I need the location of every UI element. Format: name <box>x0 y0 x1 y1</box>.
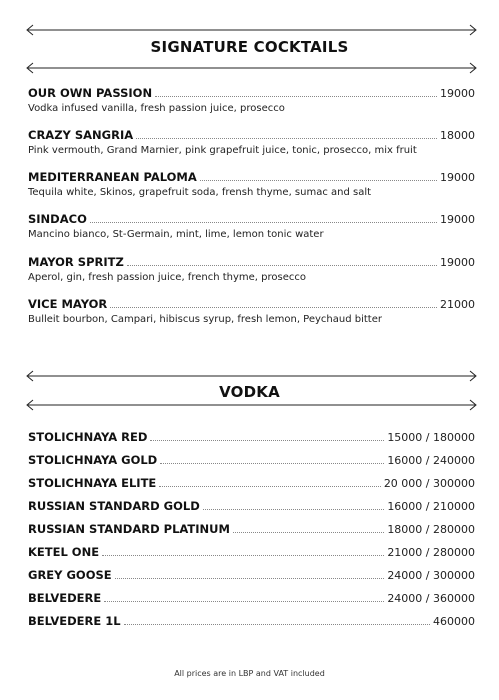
leader-dots <box>233 531 384 533</box>
menu-item-vice-mayor <box>28 297 475 311</box>
item-price: 16000 / 240000 <box>387 454 475 467</box>
item-description: Aperol, gin, fresh passion juice, french thyme, prosecco <box>28 272 306 283</box>
item-description: Vodka infused vanilla, fresh passion juice, prosecco <box>28 103 285 114</box>
item-price: 16000 / 210000 <box>387 500 475 513</box>
menu-item-grey-goose <box>28 568 475 582</box>
item-name: MAYOR SPRITZ <box>28 255 124 269</box>
divider-arrow-bottom <box>26 399 477 411</box>
leader-dots <box>102 554 384 556</box>
leader-dots <box>203 508 385 510</box>
menu-item-sindaco <box>28 212 475 226</box>
menu-item-belvedere-1l <box>28 614 475 628</box>
item-name: SINDACO <box>28 212 87 226</box>
leader-dots <box>110 306 437 308</box>
item-name: VICE MAYOR <box>28 297 108 311</box>
menu-item-stolichnaya-red <box>28 430 475 444</box>
leader-dots <box>127 264 437 266</box>
menu-item-crazy-sangria <box>28 128 475 142</box>
item-name: KETEL ONE <box>28 545 100 559</box>
menu-item-belvedere <box>28 591 475 605</box>
item-description: Bulleit bourbon, Campari, hibiscus syrup, fresh lemon, Peychaud bitter <box>28 314 382 325</box>
item-name: MEDITERRANEAN PALOMA <box>28 170 197 184</box>
item-price: 19000 <box>440 87 475 100</box>
item-name: STOLICHNAYA RED <box>28 430 148 444</box>
menu-item-mayor-spritz <box>28 255 475 269</box>
item-price: 19000 <box>440 213 475 226</box>
item-description: Pink vermouth, Grand Marnier, pink grapefruit juice, tonic, prosecco, mix fruit <box>28 145 417 156</box>
item-name: CRAZY SANGRIA <box>28 128 134 142</box>
divider-arrow-top <box>26 370 477 382</box>
menu-item-stolichnaya-gold <box>28 453 475 467</box>
item-name: BELVEDERE 1L <box>28 614 121 628</box>
price-footnote: All prices are in LBP and VAT included <box>174 669 325 678</box>
divider-arrow-bottom <box>26 62 477 74</box>
item-price: 18000 <box>440 129 475 142</box>
item-price: 19000 <box>440 256 475 269</box>
leader-dots <box>115 577 385 579</box>
item-price: 18000 / 280000 <box>387 523 475 536</box>
item-price: 20 000 / 300000 <box>383 477 475 490</box>
item-price: 15000 / 180000 <box>387 431 475 444</box>
menu-item-russian-standard-gold <box>28 499 475 513</box>
item-name: GREY GOOSE <box>28 568 112 582</box>
leader-dots <box>150 439 384 441</box>
item-description: Tequila white, Skinos, grapefruit soda, frensh thyme, sumac and salt <box>28 187 372 198</box>
item-name: BELVEDERE <box>28 591 102 605</box>
item-name: STOLICHNAYA ELITE <box>28 476 157 490</box>
section-title-signature: SIGNATURE COCKTAILS <box>150 38 349 56</box>
item-name: RUSSIAN STANDARD GOLD <box>28 499 200 513</box>
menu-item-ketel-one <box>28 545 475 559</box>
leader-dots <box>104 600 384 602</box>
section-title-vodka: VODKA <box>219 383 280 401</box>
menu-item-russian-standard-platinum <box>28 522 475 536</box>
item-price: 24000 / 360000 <box>387 592 475 605</box>
leader-dots <box>159 485 381 487</box>
divider-arrow-top <box>26 24 477 36</box>
item-price: 21000 <box>440 298 475 311</box>
item-price: 460000 <box>433 615 475 628</box>
item-description: Mancino bianco, St-Germain, mint, lime, lemon tonic water <box>28 229 324 240</box>
item-name: RUSSIAN STANDARD PLATINUM <box>28 522 230 536</box>
menu-item-mediterranean-paloma <box>28 170 475 184</box>
leader-dots <box>155 95 437 97</box>
item-price: 24000 / 300000 <box>387 569 475 582</box>
item-price: 19000 <box>440 171 475 184</box>
item-price: 21000 / 280000 <box>387 546 475 559</box>
leader-dots <box>124 623 430 625</box>
leader-dots <box>136 137 437 139</box>
menu-item-stolichnaya-elite <box>28 476 475 490</box>
leader-dots <box>200 179 437 181</box>
menu-item-our-own-passion <box>28 86 475 100</box>
item-name: STOLICHNAYA GOLD <box>28 453 158 467</box>
leader-dots <box>160 462 384 464</box>
item-name: OUR OWN PASSION <box>28 86 153 100</box>
leader-dots <box>90 221 437 223</box>
